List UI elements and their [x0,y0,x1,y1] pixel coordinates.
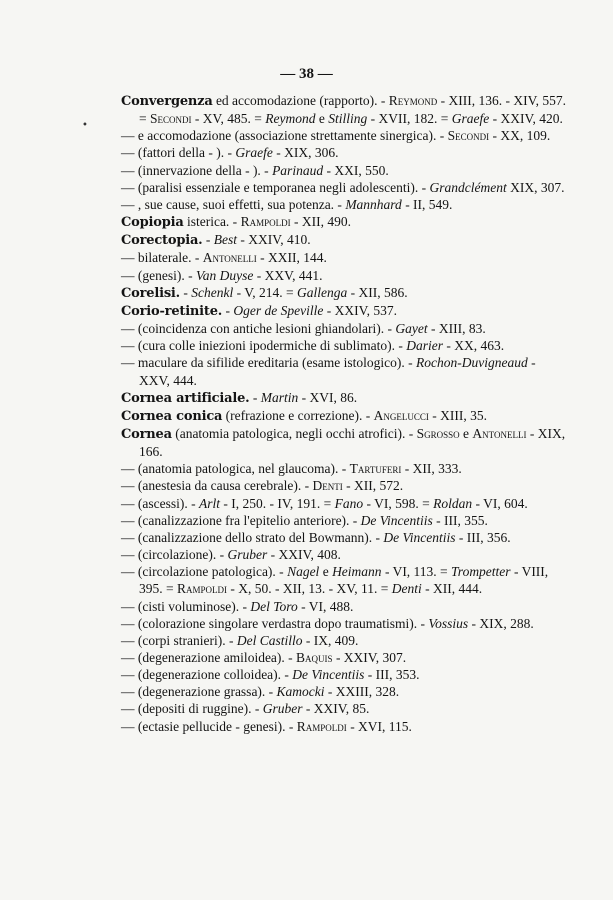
author-italic: Van Duyse [195,267,254,283]
index-entry [121,196,567,213]
author-smallcaps: Baquis [296,650,333,665]
entry-text: - XIX, 166. [139,425,566,460]
entry-text: - XVII, 182. = [367,111,452,127]
author-smallcaps: Rampoldi [177,581,228,597]
author-italic: Schenkl [191,284,234,300]
entry-text: - XXIV, 537. [323,302,397,318]
author-italic: Martin [260,389,299,405]
index-entry [121,666,567,683]
entry-text: - XXIII, 328. [324,684,400,700]
entry-text: - XXV, 444. [139,355,536,388]
author-italic: Gayet [395,321,428,337]
entry-text: XIX, 307. [506,179,565,195]
entry-text: - XIII, 35. [428,407,488,423]
headword: Cornea conica [121,408,223,424]
index-entry [121,92,567,127]
entry-text: — (paralisi essenziale e temporanea negli adolescenti). - [121,179,430,195]
entry-text: — (colorazione singolare verdastra dopo traumatismi). - [121,615,429,631]
entry-text: - II, 549. [401,196,453,212]
author-italic: Gallenga [296,284,348,300]
author-italic: Del Castillo [236,632,303,648]
author-italic: Gruber [262,701,303,717]
index-entry [121,407,567,425]
entry-text: — (degenerazione amiloidea). - [121,650,297,665]
index-entry [121,354,567,388]
entry-text: e [315,111,329,127]
entry-text: — (degenerazione grassa). - [121,684,277,700]
index-entry [121,127,567,144]
entry-text: — (innervazione della - ). - [121,162,273,178]
entry-text: - XIII, 83. [427,321,486,337]
entry-text: - XIX, 306. [272,145,339,161]
author-italic: Heimann [332,564,382,580]
entry-text: - XXV, 441. [253,267,323,283]
index-entry [121,162,567,179]
index-entry [121,267,567,284]
index-entry [121,460,567,477]
entry-text: - [202,232,214,248]
entry-text: — (circolazione). - [121,547,228,563]
entry-text: — (ectasie pellucide - genesi). - [121,718,297,734]
author-smallcaps: Rampoldi [240,214,291,230]
entry-text: isterica. - [183,214,241,230]
author-smallcaps: Secondi [150,111,192,127]
entry-text: - I, 250. - IV, 191. = [220,495,335,511]
index-entry [121,632,567,649]
entry-text: - XXIV, 420. [489,111,563,127]
author-smallcaps: Denti [312,478,343,494]
index-entry [121,213,567,231]
index-entry [121,615,567,632]
entry-text: - XIX, 288. [468,615,534,631]
index-entry [121,495,567,512]
index-entry [121,563,567,597]
index-entry [121,512,567,529]
author-smallcaps: Secondi [447,128,490,144]
entry-text: - VIII, 395. = [139,564,549,597]
author-italic: De Vincentiis [292,667,365,683]
author-italic: Grandclément [429,179,507,195]
headword: Cornea artificiale. [121,390,250,406]
entry-text: - XII, 490. [290,214,351,230]
author-italic: Del Toro [250,598,298,614]
index-entry [121,302,567,320]
entry-text: - [222,302,234,318]
entry-text: - XXI, 550. [323,162,389,178]
index-entry [121,683,567,700]
author-italic: Graefe [451,111,490,127]
entry-text: — (cisti voluminose). - [121,598,251,614]
headword: Corelisi. [121,285,180,301]
index-entry [121,231,567,249]
entry-text: - XVI, 115. [346,718,412,734]
author-italic: Roldan [433,495,473,511]
index-entry [121,249,567,266]
entry-text: — (degenerazione colloidea). - [121,667,293,683]
author-italic: Oger de Speville [233,302,324,318]
entry-text: - XII, 444. [421,581,483,597]
index-entry [121,425,567,460]
page-number: — 38 — [280,66,333,82]
entry-text: - XX, 463. [443,338,505,354]
author-italic: Nagel [287,564,320,580]
entry-text: — (canalizzazione dello strato del Bowmann). - [121,529,384,545]
entry-text: — (fattori della - ). - [121,145,236,161]
author-italic: Denti [391,581,422,597]
entry-text: - XXIV, 410. [237,232,311,248]
index-entry [121,389,567,407]
index-entry [121,529,567,546]
author-italic: Trompetter [451,564,511,580]
entry-text: - XV, 485. = [191,111,266,127]
entry-text: — (depositi di ruggine). - [121,701,263,717]
index-entry [121,546,567,563]
headword: Convergenza [121,94,213,109]
entry-text: - XII, 586. [347,284,408,300]
author-smallcaps: Sgrosso [416,425,460,441]
author-smallcaps: Reymond [388,93,438,108]
author-italic: Rochon-Duvigneaud [416,355,528,371]
index-entry [121,337,567,354]
entry-text: — (canalizzazione fra l'epitelio anteriore). - [121,512,361,528]
entry-text: — e accomodazione (associazione strettamente sinergica). - [121,128,448,144]
index-entry [121,284,567,302]
author-italic: Best [213,232,238,248]
entry-text: — , sue cause, suoi effetti, sua potenza. - [121,196,346,212]
entry-text: — (genesi). - [121,267,196,283]
author-smallcaps: Tartuferi [349,461,402,477]
index-entry [121,700,567,717]
entry-text: e [319,564,333,580]
author-italic: De Vincentiis [383,529,456,545]
entry-text: - VI, 604. [472,495,528,511]
entry-text: - XII, 572. [342,478,404,494]
entry-text: - III, 355. [432,512,488,528]
author-italic: Gruber [227,547,268,563]
entry-text: - XX, 109. [489,128,551,144]
entry-text: - IX, 409. [302,632,359,648]
author-italic: Fano [334,495,364,511]
margin-mark: • [82,120,88,131]
author-smallcaps: Antonelli [202,250,257,266]
entry-text: — (anatomia patologica, nel glaucoma). - [121,461,350,477]
entry-text: - VI, 488. [297,598,354,614]
author-smallcaps: Antonelli [472,425,527,441]
entry-text: - V, 214. = [233,284,297,300]
entry-text: — (coincidenza con antiche lesioni ghiandolari). - [121,321,396,337]
entry-text: - [180,284,192,300]
author-italic: Parinaud [272,162,324,178]
entry-text: — (ascessi). - [121,495,199,511]
author-smallcaps: Rampoldi [296,718,347,734]
author-italic: De Vincentiis [360,512,433,528]
author-italic: Kamocki [276,684,325,700]
entry-text: ed accomodazione (rapporto). - [212,93,389,108]
headword: Corio-retinite. [121,303,223,319]
headword: Copiopia [121,215,184,231]
entry-text: — (circolazione patologica). - [121,564,288,580]
entry-text: - XII, 333. [401,461,462,477]
headword: Corectopia. [121,233,203,249]
headword: Cornea [121,426,172,442]
author-smallcaps: Angelucci [373,407,429,423]
author-italic: Reymond [265,111,316,127]
author-italic: Stilling [328,111,368,127]
entry-text: e [459,425,473,441]
entry-text: - XXIV, 85. [302,701,370,717]
entry-text: — maculare da sifilide ereditaria (esame istologico). - [121,355,417,371]
entry-text: — (cura colle iniezioni ipodermiche di sublimato). - [121,338,407,354]
entry-text: - III, 353. [364,667,420,683]
entry-text: — bilaterale. - [121,250,203,266]
entry-text: (anatomia patologica, negli occhi atrofici). - [171,425,417,441]
index-entry [121,598,567,615]
entry-text: - XIII, 136. - XIV, 557. = [139,93,566,127]
entry-text: — (corpi stranieri). - [121,632,237,648]
author-italic: Graefe [235,145,273,161]
entry-text: (refrazione e correzione). - [222,407,374,423]
entry-text: - XXII, 144. [256,250,327,266]
author-italic: Darier [406,338,444,354]
entry-text: - XXIV, 307. [332,650,407,665]
index-entry [121,179,567,196]
index-entry [121,320,567,337]
index-entry [121,649,567,666]
index-entry [121,718,567,735]
index-entries [121,92,567,735]
author-italic: Mannhard [345,196,402,212]
index-entry [121,477,567,494]
entry-text: - VI, 113. = [381,564,452,580]
author-italic: Vossius [428,615,469,631]
entry-text: - VI, 598. = [363,495,434,511]
entry-text: - XXIV, 408. [267,547,341,563]
entry-text: - X, 50. - XII, 13. - XV, 11. = [227,581,392,597]
index-entry [121,144,567,161]
entry-text: - [249,389,261,405]
entry-text: — (anestesia da causa cerebrale). - [121,478,313,494]
entry-text: - III, 356. [455,529,511,545]
entry-text: - XVI, 86. [298,389,358,405]
author-italic: Arlt [198,495,220,511]
